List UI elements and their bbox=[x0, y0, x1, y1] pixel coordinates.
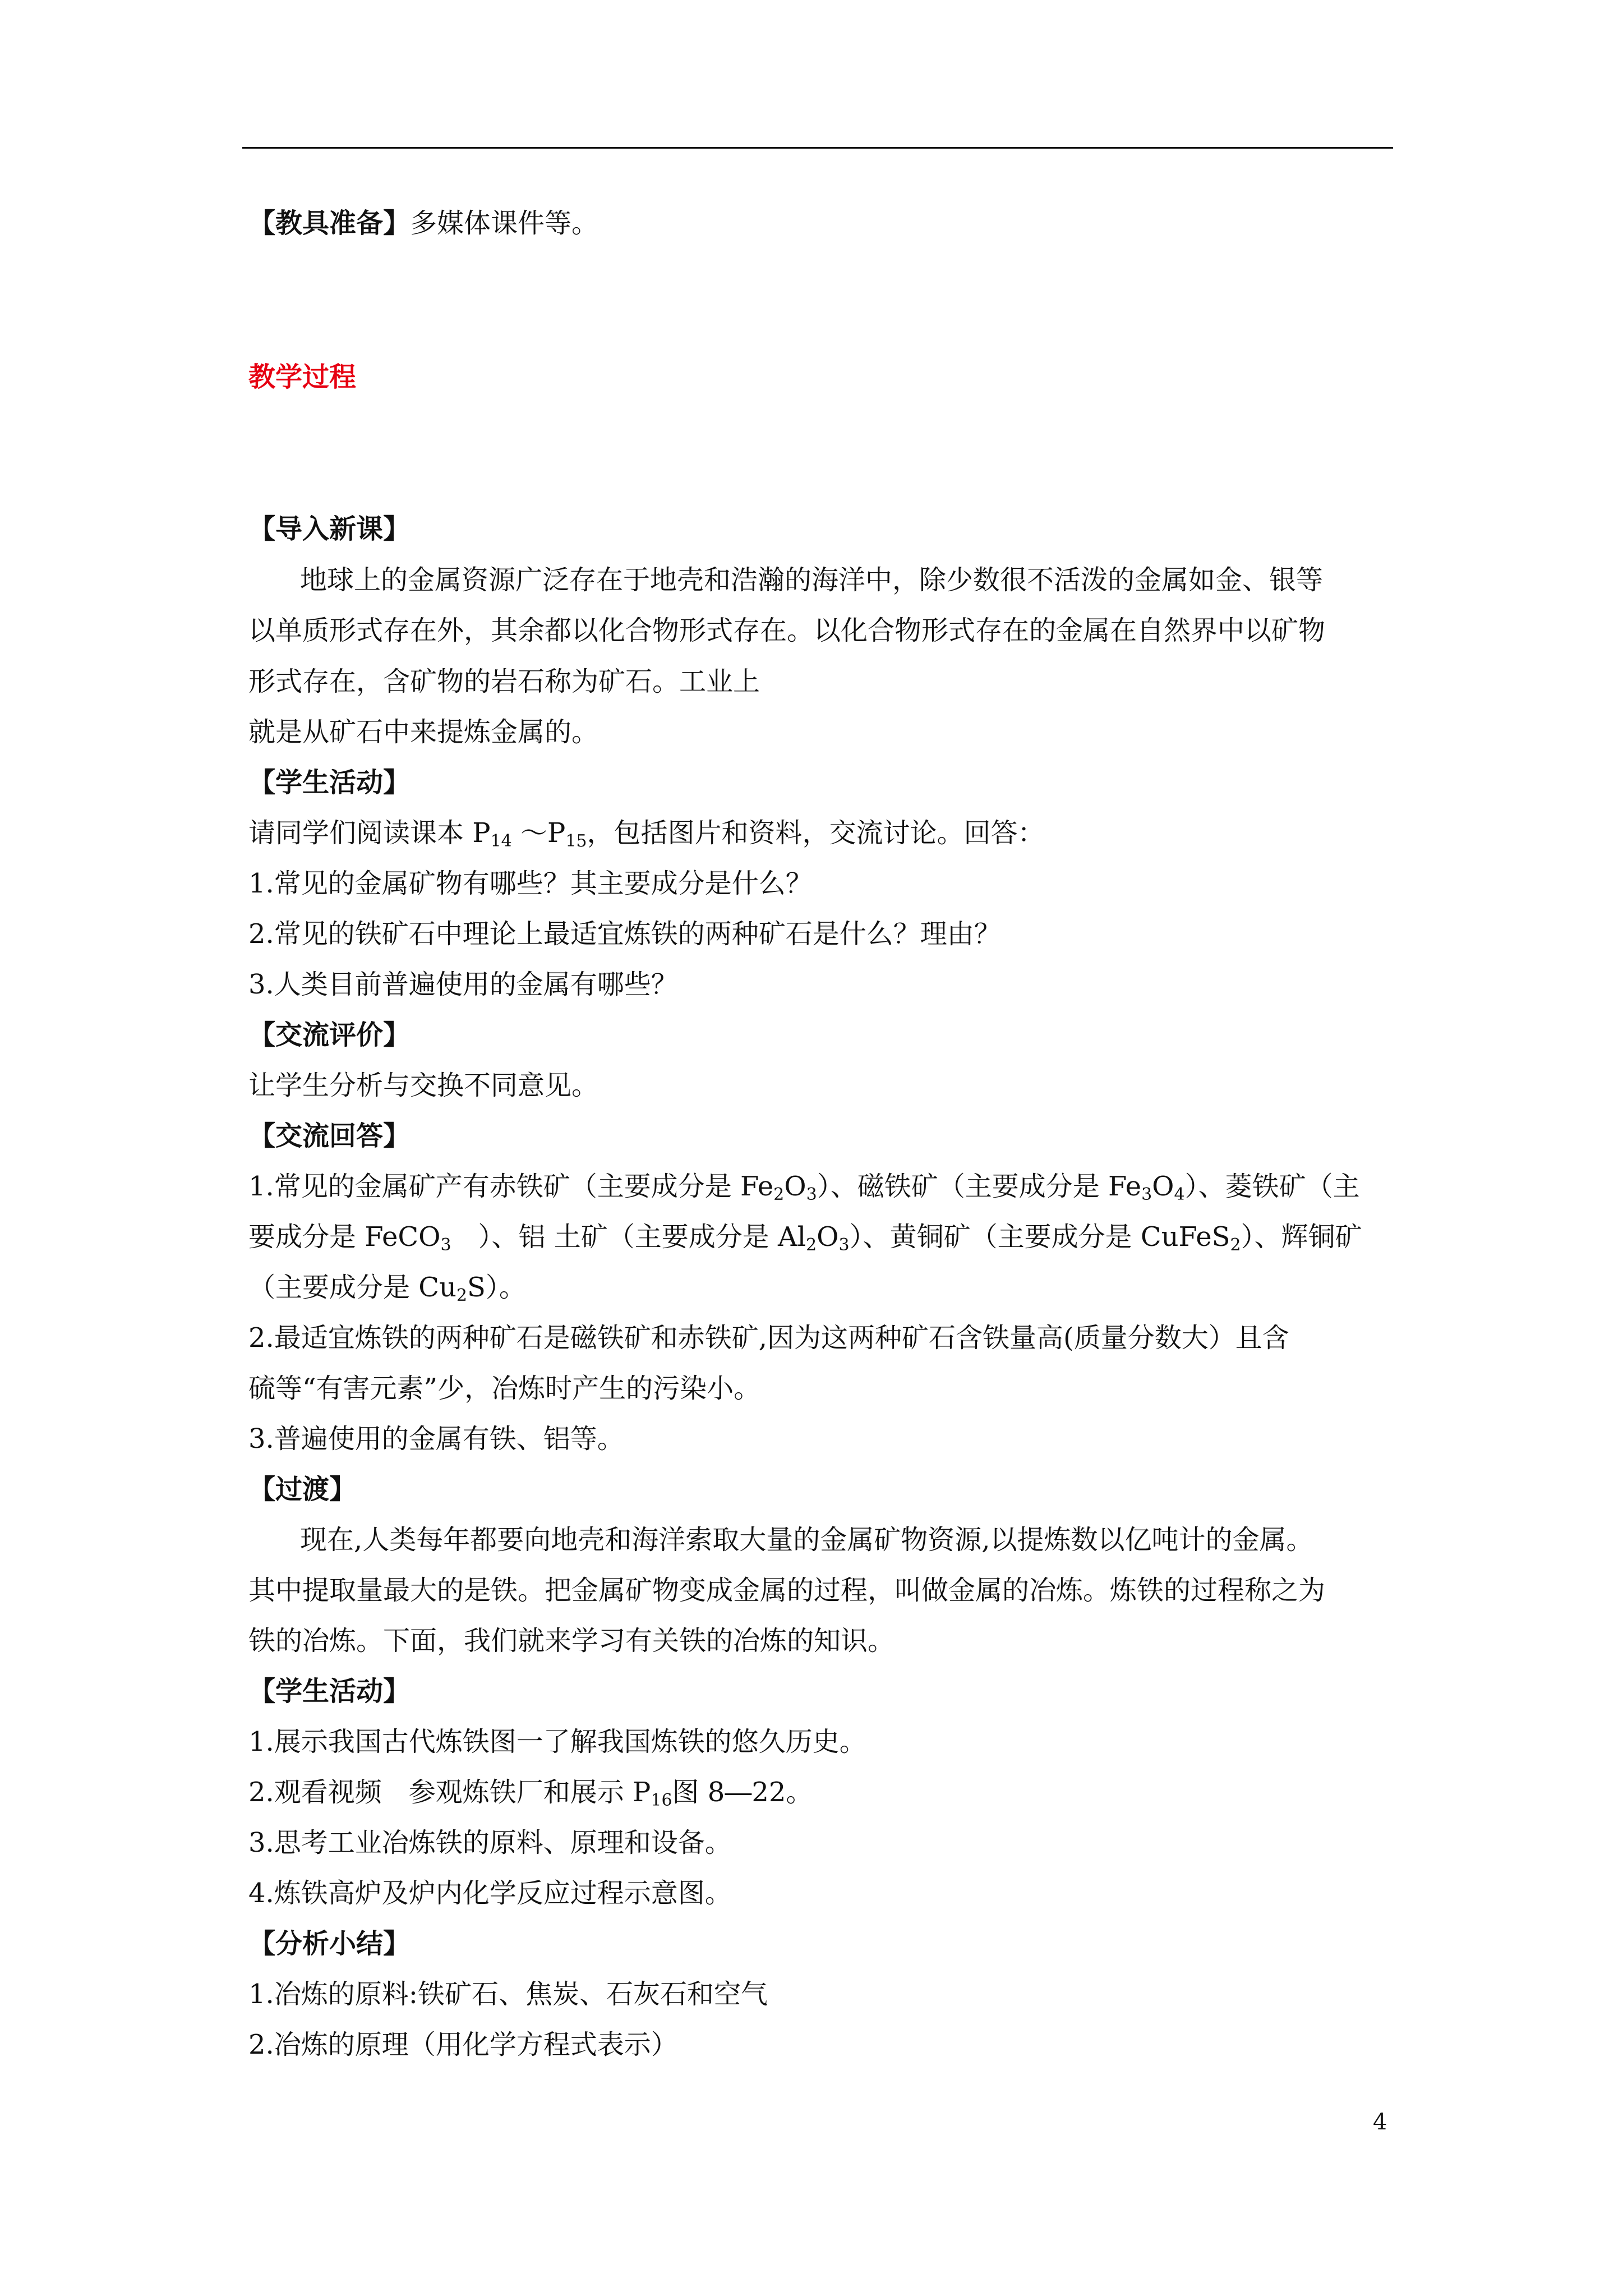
answer-2-line: 硫等“有害元素”少，冶炼时产生的污染小。 bbox=[248, 1373, 761, 1404]
page-number: 4 bbox=[1373, 2109, 1387, 2135]
answer-3-line: 3.普遍使用的金属有铁、铝等。 bbox=[248, 1423, 624, 1455]
answer-1-line bbox=[248, 1220, 1399, 1254]
question-2: 2.常见的铁矿石中理论上最适宜炼铁的两种矿石是什么？理由？ bbox=[248, 918, 1001, 950]
evaluation-text: 让学生分析与交换不同意见。 bbox=[248, 1070, 599, 1101]
text-run: 请同学们阅读课本 P bbox=[248, 817, 491, 849]
summary-item-1: 1.冶炼的原料:铁矿石、焦炭、石灰石和空气 bbox=[248, 1978, 768, 2010]
text-run: ）、铝 土矿（主要成分是 Al bbox=[451, 1221, 806, 1253]
subscript: 15 bbox=[565, 831, 587, 851]
student-activity-heading: 【学生活动】 bbox=[248, 1676, 411, 1707]
question-3: 3.人类目前普遍使用的金属有哪些？ bbox=[248, 969, 678, 1000]
section-title: 教学过程 bbox=[248, 361, 357, 393]
transition-paragraph-line: 其中提取量最大的是铁。把金属矿物变成金属的过程，叫做金属的冶炼。炼铁的过程称之为 bbox=[248, 1575, 1326, 1606]
subscript: 3 bbox=[838, 1235, 850, 1255]
subscript: 2 bbox=[773, 1185, 785, 1204]
answer-1-line bbox=[248, 1271, 1399, 1304]
intro-paragraph-line: 就是从矿石中来提炼金属的。 bbox=[248, 716, 599, 748]
subscript: 2 bbox=[456, 1286, 467, 1305]
text-run: ）、磁铁矿（主要成分是 Fe bbox=[817, 1171, 1142, 1202]
header-rule bbox=[242, 147, 1393, 149]
text-run: ）、辉铜矿 bbox=[1241, 1221, 1362, 1253]
activity-item-4: 4.炼铁高炉及炉内化学反应过程示意图。 bbox=[248, 1878, 732, 1909]
text-run: 图 8―22。 bbox=[672, 1777, 813, 1808]
subscript: 16 bbox=[651, 1791, 672, 1810]
reading-instruction bbox=[248, 816, 1399, 850]
answer-2-line: 2.最适宜炼铁的两种矿石是磁铁矿和赤铁矿,因为这两种矿石含铁量高(质量分数大）且含 bbox=[248, 1322, 1289, 1354]
subscript: 3 bbox=[1141, 1185, 1152, 1204]
text-run: 2.观看视频 参观炼铁厂和展示 P bbox=[248, 1777, 651, 1808]
answer-1-line bbox=[248, 1170, 1399, 1203]
text-run: S）。 bbox=[467, 1272, 526, 1303]
teaching-aids-label: 【教具准备】 bbox=[248, 208, 411, 239]
subscript: 3 bbox=[440, 1235, 451, 1255]
teaching-aids-line bbox=[248, 206, 1399, 240]
text-run: 1.常见的金属矿产有赤铁矿（主要成分是 Fe bbox=[248, 1171, 774, 1202]
student-activity-heading: 【学生活动】 bbox=[248, 767, 411, 798]
text-run: O bbox=[1152, 1171, 1174, 1202]
activity-item-2 bbox=[248, 1775, 1399, 1809]
summary-heading: 【分析小结】 bbox=[248, 1928, 411, 1959]
teaching-aids-text: 多媒体课件等。 bbox=[410, 208, 599, 239]
text-run: ，包括图片和资料，交流讨论。回答： bbox=[587, 817, 1045, 849]
subscript: 14 bbox=[490, 831, 512, 851]
text-run: O bbox=[817, 1221, 839, 1253]
intro-paragraph-line: 地球上的金属资源广泛存在于地壳和浩瀚的海洋中，除少数很不活泼的金属如金、银等 bbox=[300, 564, 1324, 596]
intro-paragraph-line: 以单质形式存在外，其余都以化合物形式存在。以化合物形式存在的金属在自然界中以矿物 bbox=[248, 615, 1326, 646]
subscript: 3 bbox=[806, 1185, 817, 1204]
intro-heading: 【导入新课】 bbox=[248, 513, 411, 545]
subscript: 2 bbox=[806, 1235, 817, 1255]
text-run: 要成分是 FeCO bbox=[248, 1221, 441, 1253]
answers-heading: 【交流回答】 bbox=[248, 1120, 411, 1152]
summary-item-2: 2.冶炼的原理（用化学方程式表示） bbox=[248, 2029, 678, 2060]
activity-item-3: 3.思考工业冶炼铁的原料、原理和设备。 bbox=[248, 1827, 732, 1858]
text-run: ）、黄铜矿（主要成分是 CuFeS bbox=[849, 1221, 1230, 1253]
transition-paragraph-line: 铁的冶炼。下面，我们就来学习有关铁的冶炼的知识。 bbox=[248, 1625, 895, 1657]
transition-paragraph-line: 现在,人类每年都要向地壳和海洋索取大量的金属矿物资源,以提炼数以亿吨计的金属。 bbox=[300, 1524, 1313, 1556]
transition-heading: 【过渡】 bbox=[248, 1474, 357, 1505]
subscript: 2 bbox=[1230, 1235, 1241, 1255]
text-run: O bbox=[784, 1171, 806, 1202]
intro-paragraph-line: 形式存在，含矿物的岩石称为矿石。工业上 bbox=[248, 666, 760, 697]
text-run: ）、菱铁矿（主 bbox=[1184, 1171, 1360, 1202]
text-run: （主要成分是 Cu bbox=[248, 1272, 457, 1303]
evaluation-heading: 【交流评价】 bbox=[248, 1019, 411, 1051]
subscript: 4 bbox=[1174, 1185, 1185, 1204]
question-1: 1.常见的金属矿物有哪些？其主要成分是什么？ bbox=[248, 868, 813, 899]
text-run: ～P bbox=[511, 817, 566, 849]
activity-item-1: 1.展示我国古代炼铁图一了解我国炼铁的悠久历史。 bbox=[248, 1726, 866, 1757]
